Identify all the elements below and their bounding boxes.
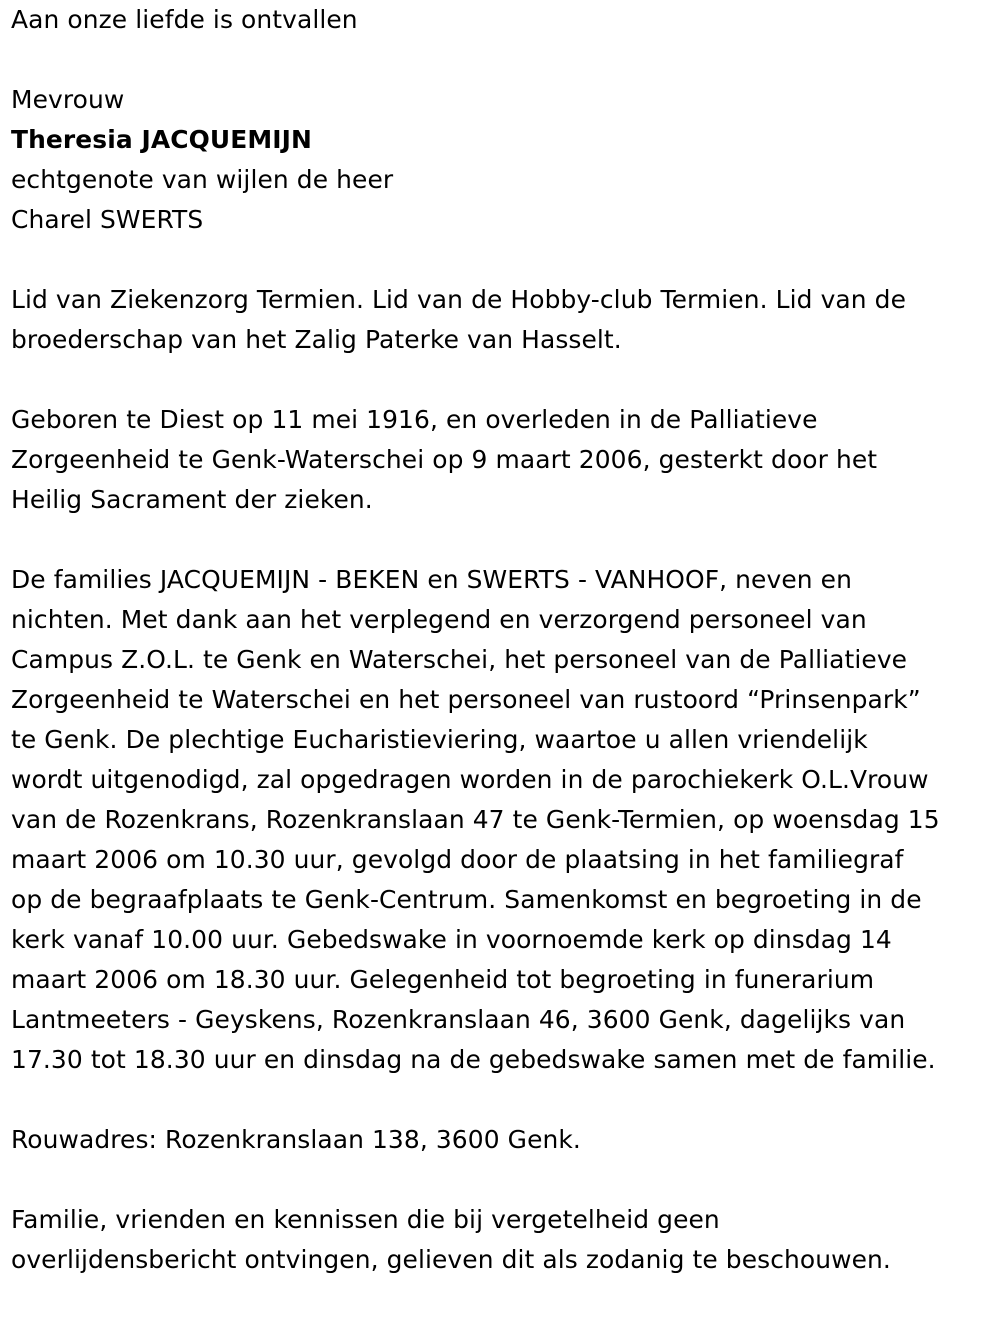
relation-text: echtgenote van wijlen de heer [11, 165, 394, 194]
paragraph-line: Zorgeenheid te Genk-Waterschei op 9 maart 2006, gesterkt door het [11, 445, 878, 474]
paragraph-line: Zorgeenheid te Waterschei en het personeel van rustoord “Prinsenpark” [11, 685, 921, 714]
paragraph-line: nichten. Met dank aan het verplegend en verzorgend personeel van [11, 605, 867, 634]
paragraph-line: 17.30 tot 18.30 uur en dinsdag na de gebedswake samen met de familie. [11, 1045, 936, 1074]
closing-paragraph [11, 1200, 996, 1280]
intro-text: Aan onze liefde is ontvallen [11, 5, 358, 34]
paragraph-line: van de Rozenkrans, Rozenkranslaan 47 te Genk-Termien, op woensdag 15 [11, 805, 940, 834]
spacer [11, 1080, 996, 1120]
paragraph-line: Familie, vrienden en kennissen die bij vergetelheid geen [11, 1205, 720, 1234]
paragraph-line: Heilig Sacrament der zieken. [11, 485, 373, 514]
paragraph-line: Lantmeeters - Geyskens, Rozenkranslaan 46, 3600 Genk, dagelijks van [11, 1005, 906, 1034]
paragraph-line: maart 2006 om 10.30 uur, gevolgd door de plaatsing in het familiegraf [11, 845, 904, 874]
salutation: Mevrouw [11, 85, 125, 114]
paragraph-line: kerk vanaf 10.00 uur. Gebedswake in voornoemde kerk op dinsdag 14 [11, 925, 892, 954]
paragraph-line: op de begraafplaats te Genk-Centrum. Samenkomst en begroeting in de [11, 885, 922, 914]
memberships-paragraph [11, 280, 996, 360]
paragraph-line: Campus Z.O.L. te Genk en Waterschei, het personeel van de Palliatieve [11, 645, 908, 674]
spacer [11, 40, 996, 80]
paragraph-line: Geboren te Diest op 11 mei 1916, en overleden in de Palliatieve [11, 405, 818, 434]
paragraph-line: wordt uitgenodigd, zal opgedragen worden in de parochiekerk O.L.Vrouw [11, 765, 929, 794]
deceased-name: Theresia JACQUEMIJN [11, 125, 312, 154]
paragraph-line: overlijdensbericht ontvingen, gelieven dit als zodanig te beschouwen. [11, 1245, 891, 1274]
obituary-document [11, 0, 996, 1280]
paragraph-line: broederschap van het Zalig Paterke van Hasselt. [11, 325, 622, 354]
spacer [11, 240, 996, 280]
paragraph-line: te Genk. De plechtige Eucharistieviering, waartoe u allen vriendelijk [11, 725, 868, 754]
family-details-paragraph [11, 560, 996, 1080]
spacer [11, 1160, 996, 1200]
birth-death-paragraph [11, 400, 996, 520]
spacer [11, 520, 996, 560]
paragraph-line: Lid van Ziekenzorg Termien. Lid van de Hobby-club Termien. Lid van de [11, 285, 907, 314]
spacer [11, 360, 996, 400]
mourning-address: Rouwadres: Rozenkranslaan 138, 3600 Genk. [11, 1125, 581, 1154]
spouse-name: Charel SWERTS [11, 205, 204, 234]
paragraph-line: maart 2006 om 18.30 uur. Gelegenheid tot begroeting in funerarium [11, 965, 875, 994]
paragraph-line: De families JACQUEMIJN - BEKEN en SWERTS - VANHOOF, neven en [11, 565, 852, 594]
